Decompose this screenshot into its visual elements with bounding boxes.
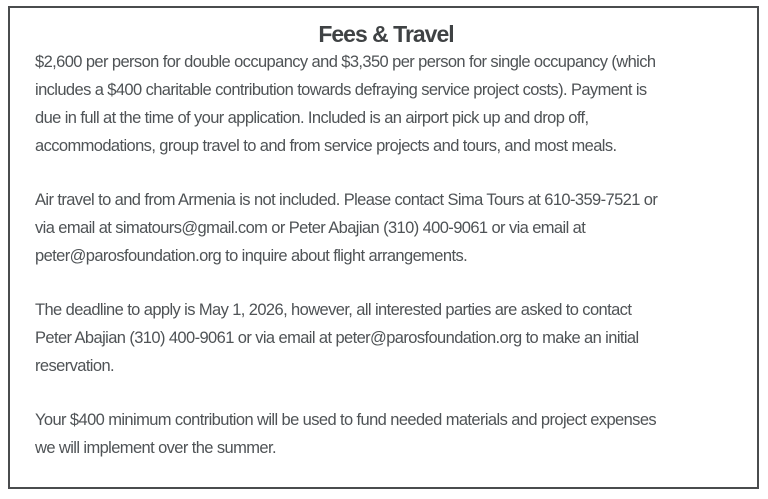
contribution-paragraph: [35, 406, 737, 462]
text-line: reservation.: [35, 357, 115, 375]
text-line: The deadline to apply is May 1, 2026, however, all interested parties are asked to contact: [35, 301, 632, 319]
text-line: due in full at the time of your application. Included is an airport pick up and drop off,: [35, 109, 589, 127]
text-line: Air travel to and from Armenia is not included. Please contact Sima Tours at 610-359-7521 or: [35, 191, 658, 209]
fees-paragraph: [35, 48, 737, 160]
text-line: Peter Abajian (310) 400-9061 or via email at peter@parosfoundation.org to make an initial: [35, 329, 639, 347]
deadline-paragraph: [35, 296, 737, 380]
text-line: includes a $400 charitable contribution towards defraying service project costs). Payment is: [35, 81, 647, 99]
fees-travel-section: [8, 6, 759, 489]
air-travel-paragraph: [35, 186, 737, 270]
section-title: Fees & Travel: [318, 21, 454, 47]
text-line: accommodations, group travel to and from service projects and tours, and most meals.: [35, 137, 617, 155]
text-line: Your $400 minimum contribution will be used to fund needed materials and project expenses: [35, 411, 657, 429]
text-line: we will implement over the summer.: [35, 439, 276, 457]
text-line: $2,600 per person for double occupancy and $3,350 per person for single occupancy (which: [35, 53, 656, 71]
text-line: via email at simatours@gmail.com or Peter Abajian (310) 400-9061 or via email at: [35, 219, 586, 237]
text-line: peter@parosfoundation.org to inquire about flight arrangements.: [35, 247, 468, 265]
section-body: [35, 48, 737, 462]
